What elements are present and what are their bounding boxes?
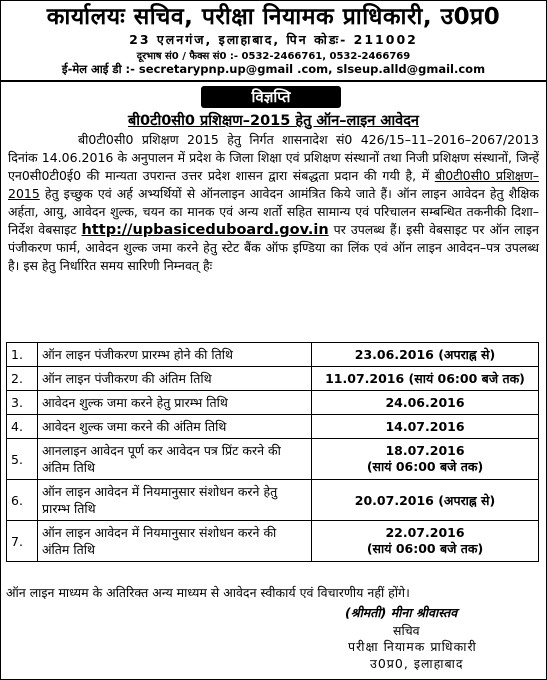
date-note: (सायं 06:00 बजे तक) [404, 371, 525, 386]
date-value: 24.06.2016 [385, 395, 465, 410]
website-link[interactable]: http://upbasiceduboard.gov.in [81, 222, 329, 238]
table-row [7, 391, 539, 415]
body-text-part3: पर उपलब्ध हैं। इसी वेबसाइट पर ऑन लाइन पंजीकरण फार्म, आवेदन शुल्क जमा करने हेतु स्टेट बैंक ऑफ इण्डिया का लिंक एवं ऑन लाइन आवेदन–पत्र उपलब्ध है। इस हेतु निर्धारित समय सारिणी निम्नवत् हैः [8, 222, 539, 273]
row-event: ऑन लाइन पंजीकरण प्रारम्भ होने की तिथि [38, 343, 312, 367]
row-date [312, 343, 539, 367]
row-number: 1. [7, 343, 38, 367]
row-date [312, 391, 539, 415]
row-number: 6. [7, 480, 38, 521]
row-number: 5. [7, 439, 38, 480]
schedule-table [6, 342, 539, 562]
date-note: (सायं 06:00 बजे तक) [366, 541, 484, 556]
date-value: 23.06.2016 [354, 347, 434, 362]
row-date [312, 439, 539, 480]
course-name: बी0टी0सी0 प्रशिक्षण–2015 [8, 168, 539, 201]
table-row [7, 480, 539, 521]
table-row [7, 521, 539, 562]
row-date [312, 521, 539, 562]
signatory-name: (श्रीमती) मीना श्रीवास्तव [345, 605, 458, 620]
row-date [312, 415, 539, 439]
signatory-office: परीक्षा नियामक प्राधिकारी [348, 639, 477, 654]
body-text-part1: बी0टी0सी0 प्रशिक्षण 2015 हेतु निर्गत शासनादेश सं0 426/15–11–2016–2067/2013 दिनांक 14.06.2016 के अनुपालन में प्रदेश के जिला शिक्षा एवं प्रशिक्षण संस्थानों तथा निजी प्रशिक्षण संस्थानों, जिन्हें एन0सी0टी0ई0 की मान्यता उपरान्त उत्तर प्रदेश शासन द्वारा संबद्धता प्रदान की गयी है, में [8, 132, 539, 183]
notice-body [8, 131, 539, 275]
notice-label: विज्ञप्ति [201, 86, 341, 108]
row-number: 3. [7, 391, 38, 415]
date-value: 14.07.2016 [385, 419, 465, 434]
date-note: (अपराह्न से) [433, 347, 496, 362]
date-note: (अपराह्न से) [433, 492, 496, 508]
date-value: 11.07.2016 [325, 371, 405, 386]
row-date [312, 367, 539, 391]
row-event: आवेदन शुल्क जमा करने हेतु प्रारम्भ तिथि [38, 391, 312, 415]
signatory-designation: सचिव [393, 623, 420, 638]
date-value: 18.07.2016 [385, 443, 465, 458]
row-number: 2. [7, 367, 38, 391]
row-event: ऑन लाइन पंजीकरण की अंतिम तिथि [38, 367, 312, 391]
row-number: 7. [7, 521, 38, 562]
office-address: 23 एलनगंज, इलाहाबाद, पिन कोडः- 211002 [129, 32, 418, 47]
table-row [7, 415, 539, 439]
header-divider [0, 80, 547, 82]
office-phone: दूरभाष सं0 / फैक्स सं0 :- 0532-2466761, 0532-2466769 [136, 51, 411, 62]
date-value: 22.07.2016 [385, 525, 465, 540]
office-title: कार्यालयः सचिव, परीक्षा नियामक प्राधिकारी, उ0प्र0 [46, 4, 501, 30]
office-email: ई-मेल आई डी :- secretarypnp.up@gmail .com, slseup.alld@gmail.com [61, 62, 486, 76]
table-row [7, 367, 539, 391]
date-note: (सायं 06:00 बजे तक) [366, 459, 484, 474]
row-event: आनलाइन आवेदन पूर्ण कर आवेदन पत्र प्रिंट करने की अंतिम तिथि [38, 439, 312, 480]
footnote: ऑन लाइन माध्यम के अतिरिक्त अन्य माध्यम से आवेदन स्वीकार्य एवं विचारणीय नहीं होंगे। [6, 585, 410, 600]
row-event: ऑन लाइन आवेदन में नियमानुसार संशोधन करने हेतु प्रारम्भ तिथि [38, 480, 312, 521]
table-row [7, 439, 539, 480]
table-row [7, 343, 539, 367]
row-date [312, 480, 539, 521]
date-value: 20.07.2016 [354, 492, 434, 508]
row-number: 4. [7, 415, 38, 439]
body-text-part2: हेतु इच्छुक एवं अर्ह अभ्यर्थियों से ऑनलाइन आवेदन आमंत्रित किये जाते हैं। ऑन लाइन आवेदन हेतु शैक्षिक अर्हता, आयु, आवेदन शुल्क, चयन का मानक एवं अन्य शर्तो सहित सामान्य एवं परिचालन सम्बन्धित तकनीकी दिशा–निर्देश वेबसाइट [8, 186, 539, 237]
signatory-city: उ0प्र0, इलाहाबाद [370, 656, 464, 671]
notice-subject: बी0टी0सी0 प्रशिक्षण–2015 हेतु ऑन–लाइन आवेदन [128, 113, 419, 129]
row-event: ऑन लाइन आवेदन में नियमानुसार संशोधन करने की अंतिम तिथि [38, 521, 312, 562]
row-event: आवेदन शुल्क जमा करने की अंतिम तिथि [38, 415, 312, 439]
